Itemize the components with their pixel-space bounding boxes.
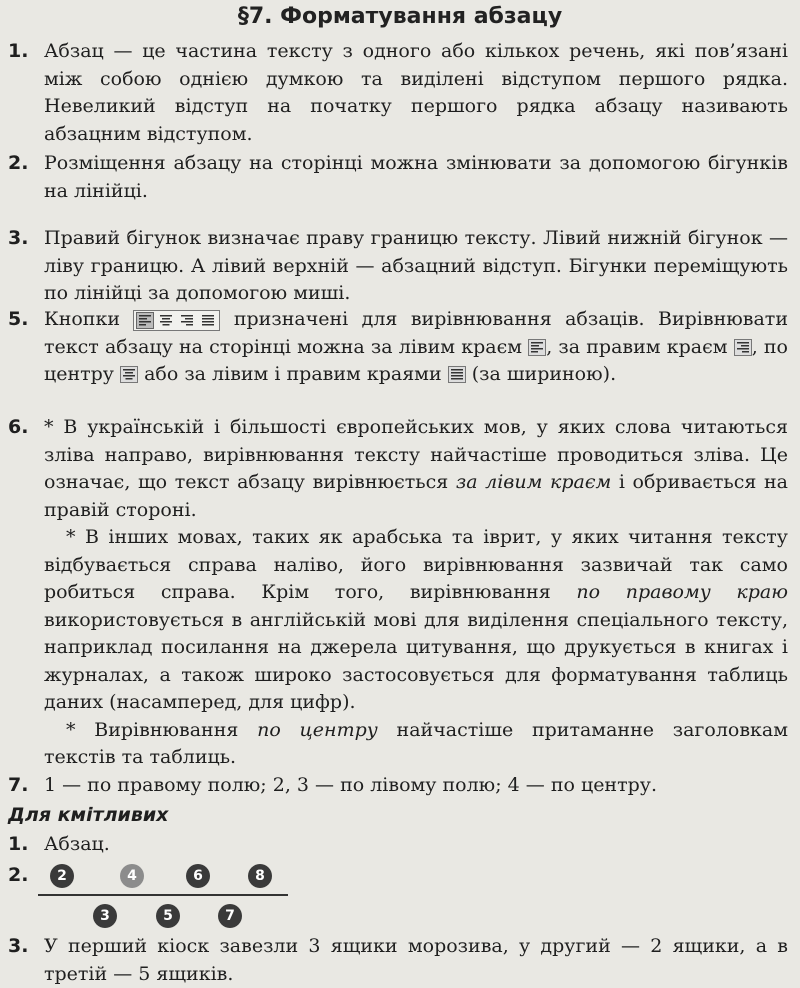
number-circle: 8 — [248, 864, 272, 888]
item-number: 1. — [8, 40, 29, 62]
text-fragment: або за лівим і правим краями — [144, 363, 442, 385]
item-number: 2. — [8, 152, 29, 174]
text-fragment: призначені для вирівнювання абзаців. Вирівнювати текст абзацу на сторінці можна за лівим краєм — [44, 308, 788, 358]
align-right-icon — [734, 339, 752, 356]
item-text: Абзац — це частина тексту з одного або кількох речень, які пов’язані між собою однією думкою та виділені відступом першого рядка. Невеликий відступ на початку першого рядка абзацу називають абзацним відступом. — [44, 40, 788, 145]
text-fragment: , за правим краєм — [546, 335, 728, 358]
answer-item-2 — [8, 150, 788, 205]
curious-item-2 — [8, 862, 788, 932]
answer-item-1 — [8, 38, 788, 148]
item-text: 1 — по правому полю; 2, 3 — по лівому полю; 4 — по центру. — [44, 774, 657, 796]
item-text: Абзац. — [44, 833, 110, 855]
number-circle: 6 — [186, 864, 210, 888]
align-center-icon — [120, 366, 138, 383]
text-fragment: * В інших мовах, таких як арабська та іврит, у яких читання тексту відбувається справа наліво, його вирівнювання зазвичай так само робиться справа. Крім того, вирівнювання — [44, 526, 788, 603]
emphasis: по центру — [257, 718, 378, 741]
item-number: 5. — [8, 308, 29, 330]
item-number: 2. — [8, 864, 29, 886]
align-left-button[interactable] — [136, 312, 154, 329]
item-text — [44, 414, 788, 772]
emphasis: за лівим краєм — [455, 471, 612, 493]
paragraph — [44, 414, 788, 524]
text-fragment: і обривається на правій стороні. — [44, 471, 788, 521]
item-text: У перший кіоск завезли 3 ящики морозива, у другий — 2 ящики, а в третій — 5 ящиків. — [44, 935, 788, 985]
text-fragment: (за шириною). — [471, 363, 617, 385]
section-heading: Для кмітливих — [8, 804, 169, 826]
number-circle: 5 — [156, 904, 180, 928]
curious-item-3 — [8, 933, 788, 988]
number-circle: 7 — [218, 904, 242, 928]
item-number: 6. — [8, 416, 29, 438]
divider-line — [38, 894, 288, 896]
paragraph — [44, 717, 788, 772]
item-number: 1. — [8, 833, 29, 855]
number-circle: 3 — [93, 904, 117, 928]
align-right-button[interactable] — [178, 312, 196, 329]
answer-item-5 — [8, 306, 788, 389]
number-circle: 2 — [50, 864, 74, 888]
align-justify-icon — [448, 366, 466, 383]
text-fragment: * Вирівнювання — [66, 718, 239, 741]
alignment-toolbar — [133, 310, 220, 331]
curious-item-1 — [8, 831, 788, 859]
text-fragment: найчастіше притаманне заголовкам текстів та таблиць. — [44, 718, 789, 768]
item-text — [44, 306, 788, 389]
answer-item-3 — [8, 225, 788, 308]
item-number: 3. — [8, 227, 29, 249]
align-center-button[interactable] — [157, 312, 175, 329]
align-justify-button[interactable] — [199, 312, 217, 329]
paragraph — [44, 524, 788, 717]
item-number: 3. — [8, 935, 29, 957]
item-text: Правий бігунок визначає праву границю тексту. Лівий нижній бігунок — ліву границю. А лівий верхній — абзацний відступ. Бігунки переміщують по лінійці за допомогою миші. — [44, 227, 788, 304]
text-fragment: використовується в англійській мові для виділення спеціального тексту, наприклад посилання на джерела цитування, що друкується в книгах і журналах, а також широко застосовується для форматування таблиць даних (насамперед, для цифр). — [44, 608, 788, 713]
text-fragment: Кнопки — [44, 308, 121, 330]
answer-item-7 — [8, 772, 788, 800]
align-left-icon — [528, 339, 546, 356]
item-text: Розміщення абзацу на сторінці можна змінювати за допомогою бігунків на лінійці. — [44, 152, 788, 202]
page-title: §7. Форматування абзацу — [237, 4, 563, 29]
answer-item-6 — [8, 414, 788, 772]
text-fragment: * В українській і більшості європейських мов, у яких слова читаються зліва направо, вирівнювання тексту найчастіше проводиться зліва. Це означає, що текст абзацу вирівнюється — [44, 416, 788, 493]
item-number: 7. — [8, 774, 29, 796]
text-fragment: , по центру — [44, 335, 788, 385]
number-circle: 4 — [120, 864, 144, 888]
emphasis: по правому краю — [576, 581, 788, 603]
